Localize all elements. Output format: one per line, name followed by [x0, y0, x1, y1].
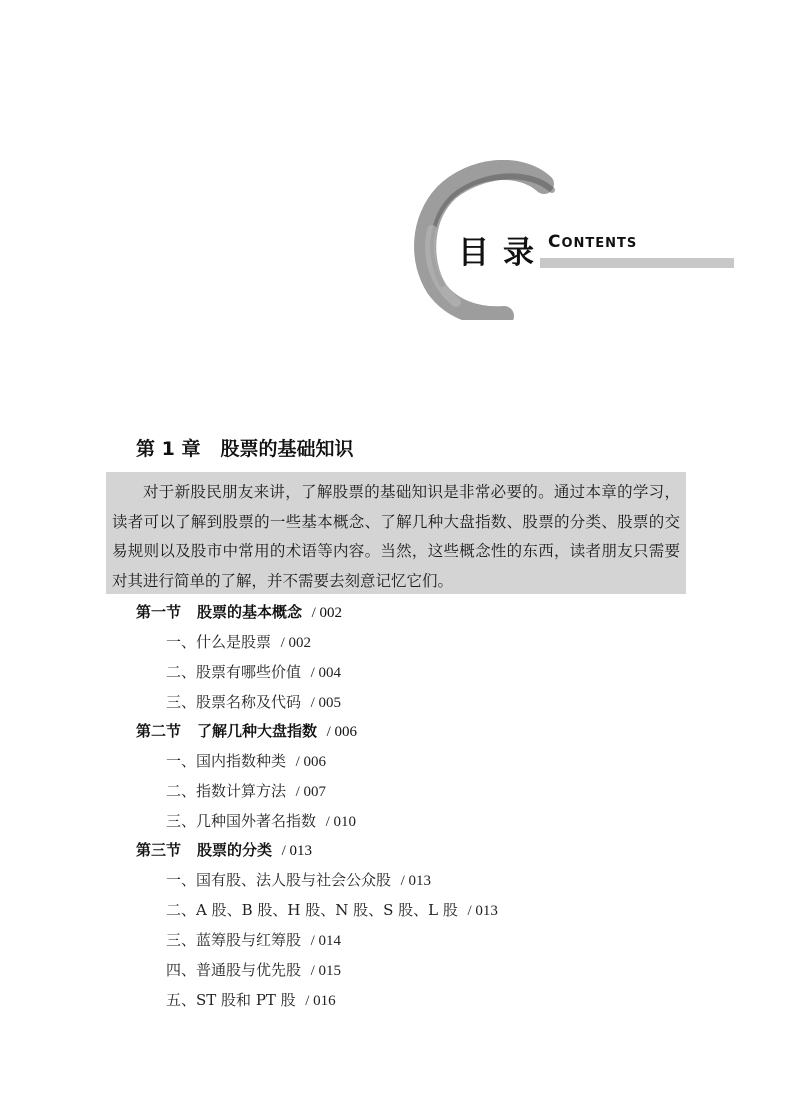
toc-item-page: / 013 [467, 903, 498, 919]
toc-section[interactable] [136, 722, 357, 741]
toc-item[interactable] [166, 752, 326, 771]
toc-title-english-initial: C [548, 232, 562, 252]
toc-section[interactable] [136, 841, 312, 860]
toc-item[interactable] [166, 961, 341, 980]
section-number: 第二节 [136, 722, 182, 740]
chapter-heading [136, 438, 353, 461]
toc-title: 目录 [458, 235, 548, 271]
toc-title-english [548, 234, 637, 251]
toc-item-title: 二、股票有哪些价值 [166, 663, 302, 681]
section-title: 股票的基本概念 [197, 603, 303, 621]
toc-item-page: / 002 [280, 635, 311, 651]
toc-item[interactable] [166, 663, 341, 682]
toc-item-title: 二、指数计算方法 [166, 782, 287, 800]
toc-item-title: 四、普通股与优先股 [166, 961, 302, 979]
toc-item-title: 一、国有股、法人股与社会公众股 [166, 871, 392, 889]
toc-item-page: / 005 [310, 695, 341, 711]
toc-item-page: / 013 [400, 873, 431, 889]
section-page: / 006 [326, 724, 357, 740]
toc-item[interactable] [166, 782, 326, 801]
section-title: 股票的分类 [197, 841, 273, 859]
section-page: / 002 [311, 605, 342, 621]
toc-title-english-rest: ONTENTS [561, 236, 638, 251]
toc-item-title: 三、股票名称及代码 [166, 693, 302, 711]
toc-item-page: / 015 [310, 963, 341, 979]
chapter-title: 股票的基础知识 [220, 438, 354, 460]
toc-item[interactable] [166, 991, 336, 1010]
toc-item-title: 三、蓝筹股与红筹股 [166, 931, 302, 949]
toc-item-title: 三、几种国外著名指数 [166, 812, 317, 830]
chapter-number: 第 1 章 [136, 438, 201, 460]
section-page: / 013 [281, 843, 312, 859]
toc-item-title: 二、A 股、B 股、H 股、N 股、S 股、L 股 [166, 901, 458, 919]
toc-item-page: / 004 [310, 665, 341, 681]
toc-item[interactable] [166, 812, 356, 831]
toc-item-page: / 016 [305, 993, 336, 1009]
toc-item-title: 一、国内指数种类 [166, 752, 287, 770]
toc-item[interactable] [166, 931, 341, 950]
chapter-summary: 对于新股民朋友来讲，了解股票的基础知识是非常必要的。通过本章的学习，读者可以了解到股票的一些基本概念、了解几种大盘指数、股票的分类、股票的交易规则以及股市中常用的术语等内容。当然，这些概念性的东西，读者朋友只需要对其进行简单的了解，并不需要去刻意记忆它们。 [112, 483, 680, 590]
section-number: 第一节 [136, 603, 182, 621]
toc-item-title: 五、ST 股和 PT 股 [166, 991, 296, 1009]
toc-item-page: / 014 [310, 933, 341, 949]
section-number: 第三节 [136, 841, 182, 859]
toc-item-page: / 006 [295, 754, 326, 770]
section-title: 了解几种大盘指数 [197, 722, 318, 740]
chapter-summary-box [106, 472, 686, 594]
toc-section[interactable] [136, 603, 342, 622]
toc-item-page: / 010 [325, 814, 356, 830]
toc-item[interactable] [166, 901, 498, 920]
toc-item[interactable] [166, 871, 431, 890]
toc-item[interactable] [166, 633, 311, 652]
toc-item[interactable] [166, 693, 341, 712]
toc-item-title: 一、什么是股票 [166, 633, 272, 651]
toc-item-page: / 007 [295, 784, 326, 800]
header-rule-bar [540, 258, 734, 268]
